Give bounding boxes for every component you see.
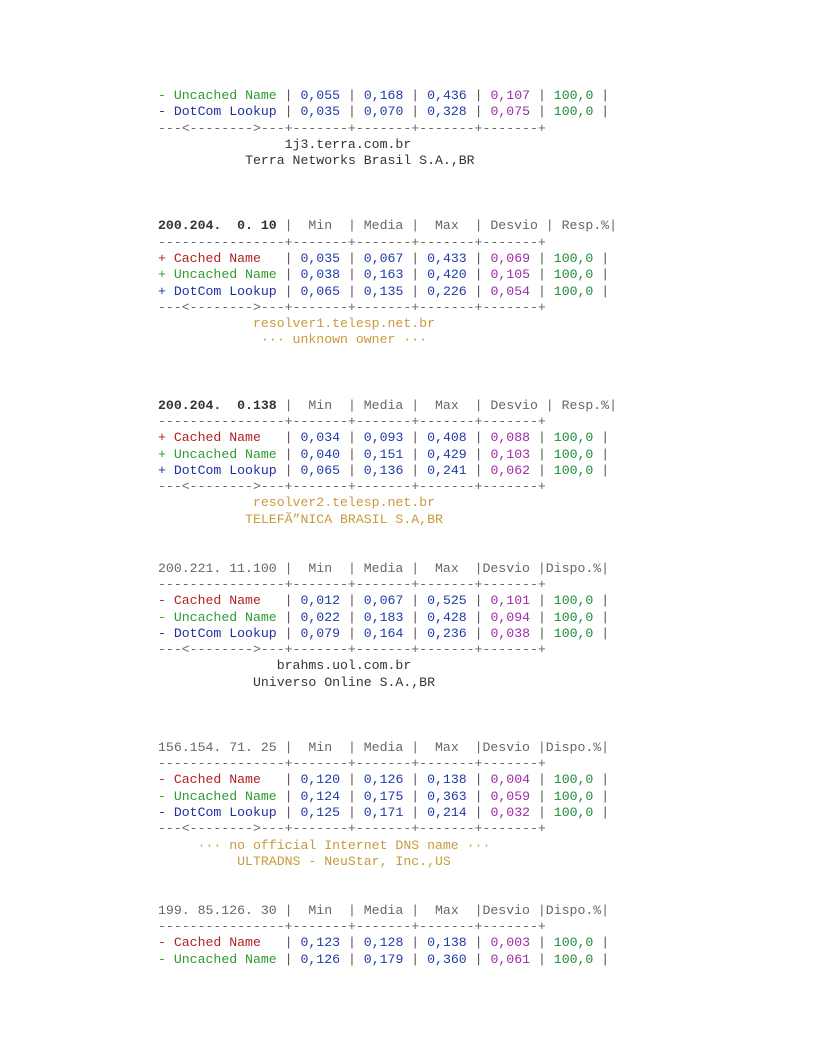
server-ip: 200.221. 11.100 — [158, 560, 277, 576]
value-desvio: 0,105 — [490, 267, 531, 283]
row-sign: - — [158, 609, 166, 625]
value-min: 0,040 — [300, 446, 341, 462]
value-media: 0,067 — [363, 593, 404, 609]
value-percent: 100,0 — [553, 788, 594, 804]
arrow-divider: ---<-------->---+-------+-------+-------+-------+ — [158, 479, 546, 495]
row-label: Uncached Name — [165, 609, 277, 625]
row-label: DotCom Lookup — [165, 462, 277, 478]
value-min: 0,124 — [300, 788, 341, 804]
value-desvio: 0,059 — [490, 788, 531, 804]
row-label: Uncached Name — [165, 446, 277, 462]
value-media: 0,135 — [363, 283, 404, 299]
table-header — [158, 903, 617, 919]
value-max: 0,428 — [427, 609, 467, 625]
row-sign: + — [158, 430, 166, 446]
value-max: 0,429 — [427, 446, 467, 462]
value-percent: 100,0 — [553, 462, 594, 478]
value-desvio: 0,103 — [490, 446, 531, 462]
arrow-divider: ---<-------->---+-------+-------+-------+-------+ — [158, 821, 546, 837]
row-label: Uncached Name — [173, 88, 277, 103]
value-desvio: 0,038 — [490, 625, 531, 641]
row-sign: - — [158, 772, 166, 788]
value-min: 0,012 — [300, 593, 341, 609]
row-label: DotCom Lookup — [165, 625, 277, 641]
owner-name: ULTRADNS - NeuStar, Inc.,US — [158, 853, 538, 869]
table-row: + DotCom Lookup | 0,065 | 0,136 | 0,241 | 0,062 | 100,0 | — [158, 462, 610, 478]
value-media: 0,126 — [363, 772, 404, 788]
value-percent: 100,0 — [553, 430, 594, 446]
table-row: - DotCom Lookup | 0,035 | 0,070 | 0,328 | 0,075 | 100,0 | — [158, 104, 610, 120]
dash-divider: ----------------+-------+-------+-------+-------+ — [158, 919, 546, 935]
column-headers: | Min | Media | Max | Desvio | Resp.%| — [276, 218, 618, 234]
value-min: 0,038 — [300, 267, 341, 283]
dash-divider: ----------------+-------+-------+-------+-------+ — [158, 234, 546, 250]
value-desvio: 0,004 — [490, 772, 531, 788]
row-sign: + — [158, 462, 166, 478]
value-desvio: 0,088 — [490, 430, 531, 446]
value-min: 0,123 — [300, 935, 341, 951]
owner-name: Terra Networks Brasil S.A.,BR — [245, 153, 475, 169]
table-header — [158, 740, 617, 756]
dns-server-block — [158, 218, 617, 348]
row-sign: - — [158, 805, 166, 821]
row-label: DotCom Lookup — [173, 104, 277, 120]
value-max: 0,525 — [427, 593, 467, 609]
value-percent: 100,0 — [553, 951, 594, 967]
table-header — [158, 561, 617, 577]
value-max: 0,214 — [427, 805, 467, 821]
column-headers: | Min | Media | Max |Desvio |Dispo.%| — [276, 902, 610, 918]
server-ip: 199. 85.126. 30 — [158, 902, 277, 918]
value-desvio: 0,062 — [490, 462, 531, 478]
table-header — [158, 218, 617, 234]
value-percent: 100,0 — [553, 267, 594, 283]
host-name: resolver1.telesp.net.br — [158, 316, 538, 332]
dns-server-block — [158, 561, 617, 691]
value-media: 0,171 — [363, 805, 404, 821]
value-min: 0,120 — [300, 772, 341, 788]
row-sign: + — [158, 446, 166, 462]
dash-divider: ----------------+-------+-------+-------+-------+ — [158, 413, 546, 429]
table-row: + Uncached Name | 0,040 | 0,151 | 0,429 | 0,103 | 100,0 | — [158, 446, 610, 462]
row-sign: - — [158, 625, 166, 641]
table-header — [158, 398, 617, 414]
value-desvio: 0,069 — [490, 250, 531, 266]
row-label: Cached Name — [165, 935, 277, 951]
value-max: 0,420 — [427, 267, 467, 283]
value-percent: 100,0 — [553, 625, 594, 641]
row-sign: - — [158, 951, 166, 967]
value-media: 0,175 — [363, 788, 404, 804]
value-desvio: 0,054 — [490, 283, 531, 299]
host-name: 1j3.terra.com.br — [284, 136, 412, 152]
value-media: 0,136 — [363, 462, 404, 478]
value-percent: 100,0 — [553, 446, 594, 462]
arrow-divider: ---<-------->---+-------+-------+-------+-------+ — [158, 120, 546, 136]
owner-name: ··· unknown owner ··· — [158, 332, 538, 348]
host-name: brahms.uol.com.br — [158, 658, 538, 674]
row-label: Uncached Name — [165, 267, 277, 283]
value-max: 0,408 — [427, 430, 467, 446]
value-percent: 100,0 — [553, 609, 594, 625]
table-row: + Uncached Name | 0,038 | 0,163 | 0,420 | 0,105 | 100,0 | — [158, 267, 610, 283]
value-media: 0,164 — [363, 625, 404, 641]
dash-divider: ----------------+-------+-------+-------+-------+ — [158, 756, 546, 772]
dns-server-block — [158, 398, 617, 528]
row-sign: - — [158, 593, 166, 609]
server-ip: 156.154. 71. 25 — [158, 739, 277, 755]
dns-server-block — [158, 903, 617, 968]
dns-server-block — [158, 740, 617, 870]
row-label: DotCom Lookup — [165, 283, 277, 299]
benchmark-document — [158, 88, 617, 968]
host-name: resolver2.telesp.net.br — [158, 495, 538, 511]
row-sign: + — [158, 283, 166, 299]
table-row: + Cached Name | 0,034 | 0,093 | 0,408 | 0,088 | 100,0 | — [158, 430, 610, 446]
table-row: - Cached Name | 0,012 | 0,067 | 0,525 | 0,101 | 100,0 | — [158, 593, 610, 609]
table-row: - Uncached Name | 0,055 | 0,168 | 0,436 | 0,107 | 100,0 | — [158, 88, 610, 103]
column-headers: | Min | Media | Max |Desvio |Dispo.%| — [276, 560, 610, 576]
row-sign: - — [158, 935, 166, 951]
column-headers: | Min | Media | Max |Desvio |Dispo.%| — [276, 739, 610, 755]
value-percent: 100,0 — [553, 935, 594, 951]
dash-divider: ----------------+-------+-------+-------+-------+ — [158, 576, 546, 592]
top-partial-block — [158, 88, 617, 169]
dns-server-blocks — [158, 218, 617, 968]
value-media: 0,151 — [363, 446, 404, 462]
row-sign: + — [158, 250, 166, 266]
row-label: Cached Name — [165, 430, 277, 446]
row-label: DotCom Lookup — [165, 805, 277, 821]
value-percent: 100,0 — [553, 805, 594, 821]
row-sign: - — [158, 788, 166, 804]
row-label: Cached Name — [165, 250, 277, 266]
owner-name: TELEFÃ”NICA BRASIL S.A,BR — [158, 511, 538, 527]
value-media: 0,067 — [363, 250, 404, 266]
server-ip: 200.204. 0. 10 — [158, 218, 277, 234]
value-max: 0,226 — [427, 283, 467, 299]
owner-name: Universo Online S.A.,BR — [158, 674, 538, 690]
value-max: 0,363 — [427, 788, 467, 804]
arrow-divider: ---<-------->---+-------+-------+-------+-------+ — [158, 299, 546, 315]
value-media: 0,163 — [363, 267, 404, 283]
table-row: - Cached Name | 0,123 | 0,128 | 0,138 | 0,003 | 100,0 | — [158, 935, 610, 951]
value-min: 0,125 — [300, 805, 341, 821]
row-label: Uncached Name — [165, 788, 277, 804]
table-row: - DotCom Lookup | 0,125 | 0,171 | 0,214 | 0,032 | 100,0 | — [158, 805, 610, 821]
table-row: - Cached Name | 0,120 | 0,126 | 0,138 | 0,004 | 100,0 | — [158, 772, 610, 788]
value-percent: 100,0 — [553, 772, 594, 788]
table-row: - Uncached Name | 0,022 | 0,183 | 0,428 | 0,094 | 100,0 | — [158, 609, 610, 625]
value-desvio: 0,032 — [490, 805, 531, 821]
value-min: 0,065 — [300, 462, 341, 478]
value-media: 0,093 — [363, 430, 404, 446]
value-max: 0,138 — [427, 772, 467, 788]
row-sign: + — [158, 267, 166, 283]
value-min: 0,079 — [300, 625, 341, 641]
value-percent: 100,0 — [553, 283, 594, 299]
table-row: - Uncached Name | 0,126 | 0,179 | 0,360 | 0,061 | 100,0 | — [158, 951, 610, 967]
table-row: - DotCom Lookup | 0,079 | 0,164 | 0,236 | 0,038 | 100,0 | — [158, 625, 610, 641]
value-media: 0,179 — [363, 951, 404, 967]
value-media: 0,128 — [363, 935, 404, 951]
server-ip: 200.204. 0.138 — [158, 397, 277, 413]
row-label: Cached Name — [165, 593, 277, 609]
column-headers: | Min | Media | Max | Desvio | Resp.%| — [276, 397, 618, 413]
value-min: 0,035 — [300, 250, 341, 266]
value-min: 0,022 — [300, 609, 341, 625]
value-max: 0,360 — [427, 951, 467, 967]
table-row: - Uncached Name | 0,124 | 0,175 | 0,363 | 0,059 | 100,0 | — [158, 788, 610, 804]
value-desvio: 0,003 — [490, 935, 531, 951]
arrow-divider: ---<-------->---+-------+-------+-------+-------+ — [158, 642, 546, 658]
value-max: 0,241 — [427, 462, 467, 478]
value-min: 0,065 — [300, 283, 341, 299]
value-media: 0,183 — [363, 609, 404, 625]
value-max: 0,433 — [427, 250, 467, 266]
value-max: 0,236 — [427, 625, 467, 641]
value-percent: 100,0 — [553, 250, 594, 266]
value-desvio: 0,061 — [490, 951, 531, 967]
value-desvio: 0,094 — [490, 609, 531, 625]
table-row: + Cached Name | 0,035 | 0,067 | 0,433 | 0,069 | 100,0 | — [158, 250, 610, 266]
value-desvio: 0,101 — [490, 593, 531, 609]
value-percent: 100,0 — [553, 593, 594, 609]
value-min: 0,034 — [300, 430, 341, 446]
value-min: 0,126 — [300, 951, 341, 967]
row-label: Uncached Name — [165, 951, 277, 967]
row-label: Cached Name — [165, 772, 277, 788]
host-name: ··· no official Internet DNS name ··· — [158, 837, 538, 853]
value-max: 0,138 — [427, 935, 467, 951]
table-row: + DotCom Lookup | 0,065 | 0,135 | 0,226 | 0,054 | 100,0 | — [158, 283, 610, 299]
